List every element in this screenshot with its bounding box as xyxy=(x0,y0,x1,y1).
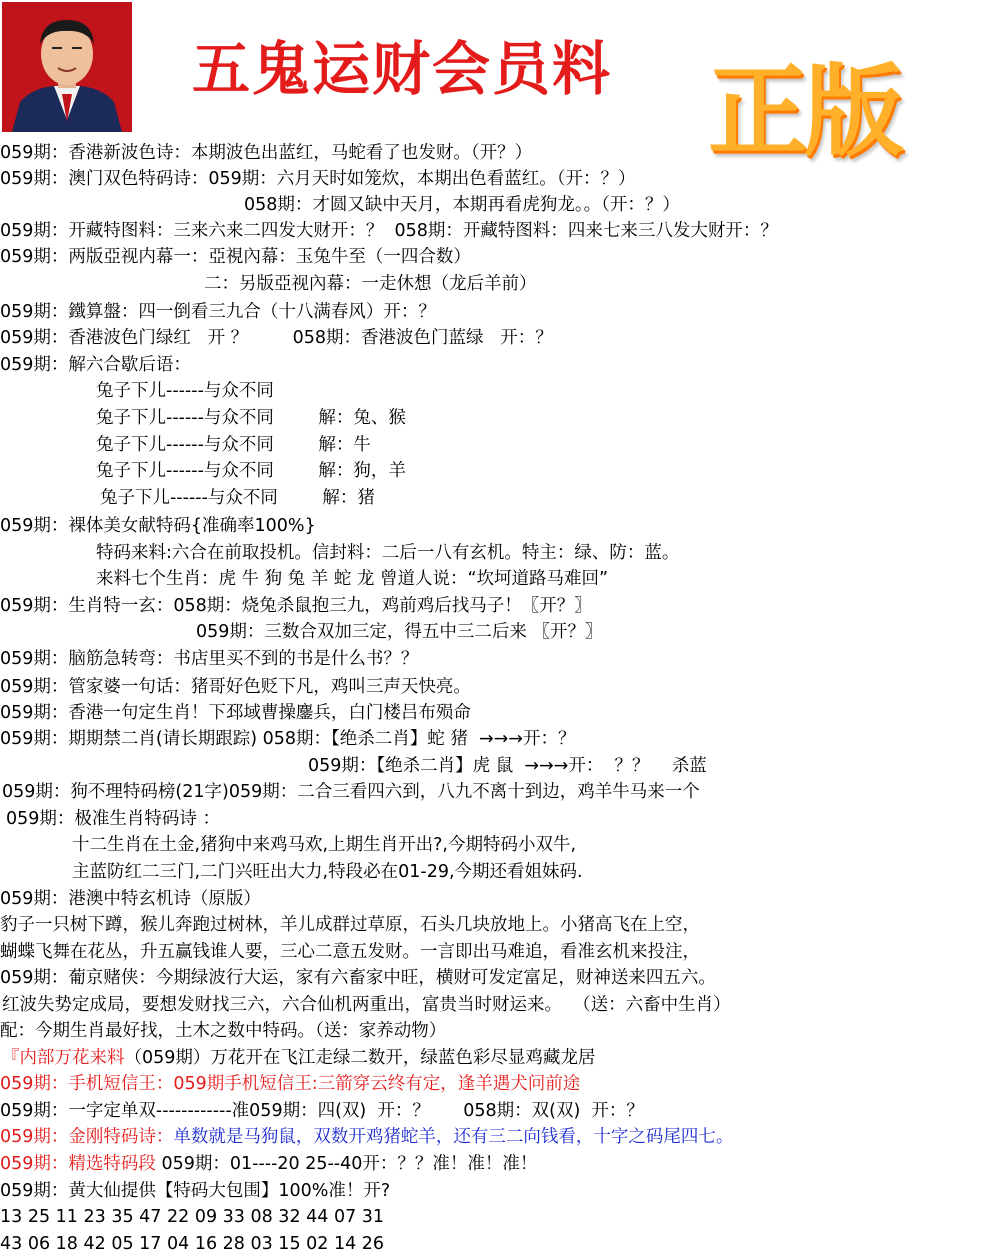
text-line: 059期：期期禁二肖(请长期跟踪) 058期：【绝杀二肖】蛇 猪 →→→开：？ xyxy=(0,729,576,749)
text-line: 主蓝防红二三门,二门兴旺出大力,特段必在01-29,今期还看姐妹码. xyxy=(72,862,583,882)
text-line: 059期：解六合歇后语： xyxy=(0,355,191,375)
text-line: 059期：精选特码段 059期：01----20 25--40开：？？准！准！准！ xyxy=(0,1154,538,1174)
text-line: 配：今期生肖最好找，土木之数中特码。（送：家养动物） xyxy=(0,1021,447,1041)
text-line: 059期：三数合双加三定，得五中三二后来 〖开？〗 xyxy=(196,622,603,642)
text-line: 『内部万花来料（059期）万花开在飞江走绿二数开，绿蓝色彩尽显鸡藏龙居 xyxy=(2,1048,596,1068)
text-line: 059期：黄大仙提供【特码大包围】100%准！开? xyxy=(0,1181,391,1201)
text-line: 来料七个生肖：虎 牛 狗 兔 羊 蛇 龙 曾道人说：“坎坷道路马难回” xyxy=(96,569,609,589)
text-line: 43 06 18 42 05 17 04 16 28 03 15 02 14 26 xyxy=(0,1234,385,1254)
text-line: 二：另版亞视內幕：一走休想（龙后羊前） xyxy=(204,274,537,294)
text-line: 059期：脑筋急转弯：书店里买不到的书是什么书？？ xyxy=(0,649,419,669)
text-line: 蝴蝶飞舞在花丛，升五赢钱谁人要，三心二意五发财。一言即出马难追，看准玄机来投注， xyxy=(0,942,700,962)
text-line: 059期：香港新波色诗：本期波色出蓝红，马蛇看了也发财。（开？） xyxy=(0,143,533,163)
text-line: 059期：管家婆一句话：猪哥好色贬下凡，鸡叫三声天快亮。 xyxy=(0,677,471,697)
text-line: 059期：葡京赌侠：今期绿波行大运，家有六畜家中旺，横财可发定富足，财神送来四五六。 xyxy=(0,968,716,988)
text-line: 兔子下儿------与众不同 解：牛 xyxy=(96,435,371,455)
text-line: 059期：港澳中特玄机诗（原版） xyxy=(0,889,261,909)
text-line: 十二生肖在土金,猪狗中来鸡马欢,上期生肖开出?,今期特码小双牛, xyxy=(72,835,577,855)
text-line: 059期：极准生肖特码诗 ： xyxy=(6,809,220,829)
authentic-seal: 正版 xyxy=(708,53,900,170)
page-title: 五鬼运财会员料 xyxy=(192,35,613,103)
text-line: 059期：澳门双色特码诗：059期：六月天时如笼炊，本期出色看蓝红。（开：？） xyxy=(0,169,636,189)
text-line: 059期：金刚特码诗：单数就是马狗鼠，双数开鸡猪蛇羊，还有三二向钱看，十字之码尾四七。 xyxy=(0,1127,734,1147)
text-line: 059期：鐵算盤：四一倒看三九合（十八满春风）开：？ xyxy=(0,302,436,322)
text-line: 059期：香港一句定生肖！下邳域曹操鏖兵，白门楼吕布殒命 xyxy=(0,703,471,723)
text-line: 059期：裸体美女献特码{准确率100%} xyxy=(0,516,316,536)
text-line: 059期：香港波色门绿红 开 ？ 058期：香港波色门蓝绿 开：？ xyxy=(0,328,553,348)
text-line: 兔子下儿------与众不同 解：兔、猴 xyxy=(96,408,406,428)
text-line: 059期：一字定单双------------准059期：四(双) 开：？ 058期：双(双) 开：？ xyxy=(0,1101,644,1121)
text-line: 059期：手机短信王：059期手机短信王:三箭穿云终有定，逢羊遇犬问前途 xyxy=(0,1074,581,1094)
text-line: 兔子下儿------与众不同 解：猪 xyxy=(100,488,375,508)
text-line: 059期：生肖特一玄：058期：烧兔杀鼠抱三九，鸡前鸡后找马子！〖开？〗 xyxy=(0,596,592,616)
portrait-image xyxy=(2,2,132,132)
text-line: 兔子下儿------与众不同 解：狗，羊 xyxy=(96,461,406,481)
portrait-photo xyxy=(2,2,132,132)
text-line: 059期：狗不理特码榜(21字)059期：二合三看四六到，八九不离十到边，鸡羊牛马来一个 xyxy=(2,782,700,802)
text-line: 059期：两版亞视内幕一：亞視內幕：玉兔牛至（一四合数） xyxy=(0,247,471,267)
text-line: 059期：【绝杀二肖】虎 鼠 →→→开： ？？ 杀蓝 xyxy=(308,756,707,776)
text-line: 红波失势定成局，要想发财找三六，六合仙机两重出，富贵当时财运来。 （送：六畜中生肖） xyxy=(2,995,731,1015)
text-line: 豹子一只树下蹲，猴儿奔跑过树林，羊儿成群过草原，石头几块放地上。小猪高飞在上空， xyxy=(0,915,700,935)
text-line: 13 25 11 23 35 47 22 09 33 08 32 44 07 31 xyxy=(0,1207,385,1227)
text-line: 059期：开藏特图料：三来六来二四发大财开：？ 058期：开藏特图料：四来七来三八发大财开：？ xyxy=(0,221,778,241)
text-line: 兔子下儿------与众不同 xyxy=(96,381,274,401)
text-line: 特码来料:六合在前取投机。信封料：二后一八有玄机。特主：绿、防：蓝。 xyxy=(96,543,680,563)
text-line: 058期：才圆又缺中天月，本期再看虎狗龙。。（开：？） xyxy=(244,195,680,215)
